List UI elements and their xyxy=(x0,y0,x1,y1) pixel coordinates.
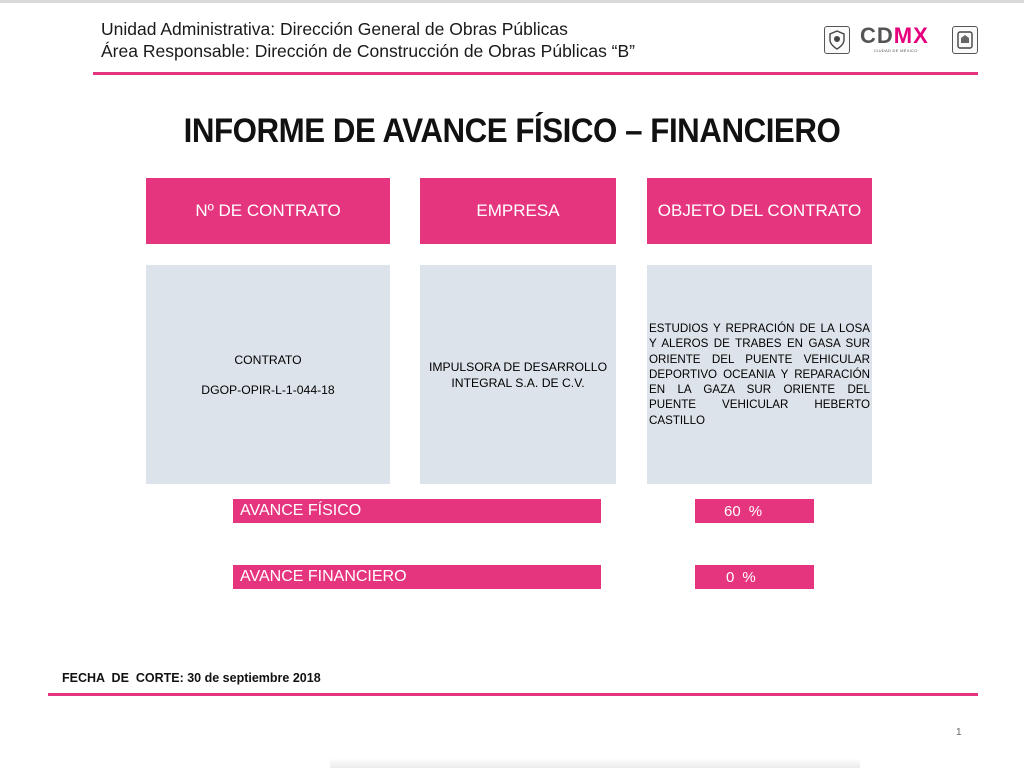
financial-percent-sign: % xyxy=(742,569,756,586)
physical-progress-value xyxy=(695,499,814,523)
contract-object-text: ESTUDIOS Y REPRACIÓN DE LA LOSA Y ALEROS DE TRABES EN GASA SUR ORIENTE DEL PUENTE VEHICULAR DEPORTIVO OCEANIA Y REPARACIÓN EN LA GAZA SUR ORIENTE DEL PUENTE VEHICULAR HEBERTO CASTILLO xyxy=(649,322,870,427)
cell-contract-number xyxy=(146,265,390,484)
header-contract-object: OBJETO DEL CONTRATO xyxy=(647,178,872,244)
bottom-shadow xyxy=(330,758,860,768)
financial-progress-value xyxy=(695,565,814,589)
top-border xyxy=(0,0,1024,3)
financial-progress-number: 0 xyxy=(726,569,735,586)
footer-divider xyxy=(48,693,978,696)
cutoff-date: FECHA DE CORTE: 30 de septiembre 2018 xyxy=(62,671,321,685)
physical-percent-sign: % xyxy=(748,503,763,520)
header-divider xyxy=(93,72,978,75)
institution-seal-icon xyxy=(952,26,978,54)
logo-group xyxy=(820,22,985,62)
cell-company xyxy=(420,265,616,484)
header-company: EMPRESA xyxy=(420,178,616,244)
financial-progress-label: AVANCE FINANCIERO xyxy=(233,565,601,589)
contract-number: DGOP-OPIR-L-1-044-18 xyxy=(201,382,335,397)
cdmx-logo xyxy=(860,24,950,58)
header-contract-number: Nº DE CONTRATO xyxy=(146,178,390,244)
logo-cd: CD xyxy=(860,23,894,48)
page-number: 1 xyxy=(956,727,962,738)
responsible-area: Área Responsable: Dirección de Construcción de Obras Públicas “B” xyxy=(101,41,636,61)
logo-mx: MX xyxy=(893,23,929,48)
administrative-unit: Unidad Administrativa: Dirección General de Obras Públicas xyxy=(101,19,568,39)
report-title: INFORME DE AVANCE FÍSICO – FINANCIERO xyxy=(183,112,841,150)
page-header xyxy=(101,18,801,62)
contract-label: CONTRATO xyxy=(234,352,302,367)
logo-subtext: CIUDAD DE MÉXICO xyxy=(874,48,918,53)
cell-contract-object xyxy=(647,265,872,484)
physical-progress-label: AVANCE FÍSICO xyxy=(233,499,601,523)
government-seal-icon xyxy=(824,26,850,54)
company-name: IMPULSORA DE DESARROLLO INTEGRAL S.A. DE C.V. xyxy=(428,359,608,390)
physical-progress-number: 60 xyxy=(724,503,741,520)
